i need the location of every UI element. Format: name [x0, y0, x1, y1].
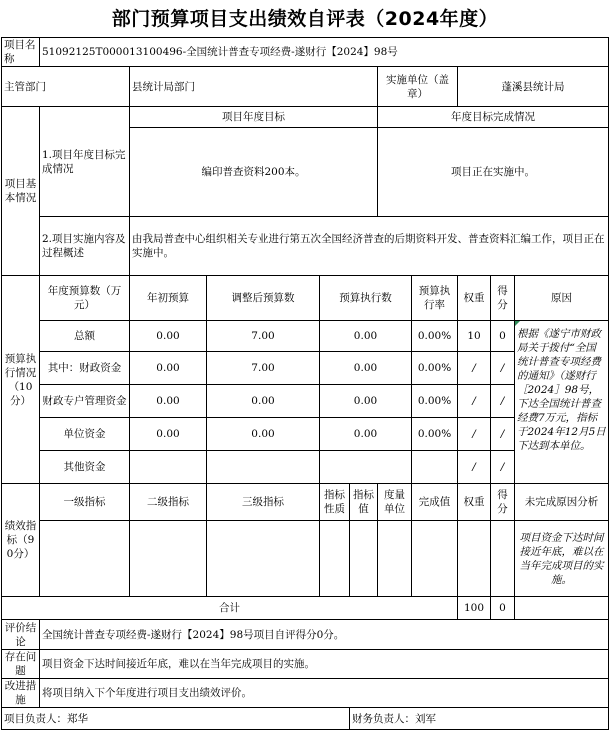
- perf-header-completion: 完成值: [412, 484, 458, 521]
- budget-row-label: 财政专户管理资金: [40, 385, 130, 418]
- implementation-content: 由我局普查中心组织相关专业进行第五次全国经济普查的后期资料开发、普查资料汇编工作，项目正在实施中。: [130, 217, 609, 276]
- budget-adjusted-value: 7.00: [207, 321, 320, 352]
- total-score: 0: [491, 597, 515, 620]
- budget-header-executed: 预算执行数: [320, 276, 412, 321]
- performance-header-row: [2, 484, 609, 521]
- budget-executed-value: 0.00: [320, 321, 412, 352]
- budget-weight-value: /: [458, 385, 491, 418]
- perf-header-unit: 度量单位: [378, 484, 412, 521]
- budget-header-initial: 年初预算: [130, 276, 207, 321]
- footer-row: [2, 708, 609, 730]
- perf-cell-empty: [412, 521, 458, 597]
- total-row: [2, 597, 609, 620]
- improvement-label: 改进措施: [2, 679, 40, 708]
- budget-initial-value: [130, 451, 207, 484]
- budget-score-value: /: [491, 418, 515, 451]
- evaluation-table: [1, 37, 609, 730]
- project-name-label: 项目名称: [2, 38, 40, 67]
- budget-rate-value: [412, 451, 458, 484]
- conclusion-value: 全国统计普查专项经费-遂财行【2024】98号项目自评得分0分。: [40, 620, 609, 650]
- implementation-label: 2.项目实施内容及过程概述: [40, 217, 130, 276]
- budget-initial-value: 0.00: [130, 321, 207, 352]
- perf-cell-empty: [320, 521, 350, 597]
- finance-leader: 财务负责人：刘军: [350, 708, 609, 730]
- perf-header-level3: 三级指标: [207, 484, 320, 521]
- budget-header-score: 得分: [491, 276, 515, 321]
- budget-score-value: /: [491, 352, 515, 385]
- budget-score-value: 0: [491, 321, 515, 352]
- perf-header-level2: 二级指标: [130, 484, 207, 521]
- perf-cell-empty: [350, 521, 378, 597]
- budget-rate-value: 0.00%: [412, 385, 458, 418]
- budget-adjusted-value: 0.00: [207, 418, 320, 451]
- budget-row-label: 单位资金: [40, 418, 130, 451]
- perf-header-level1: 一级指标: [40, 484, 130, 521]
- annual-target-value: 编印普查资料200本。: [130, 128, 378, 217]
- budget-executed-value: 0.00: [320, 418, 412, 451]
- budget-executed-value: [320, 451, 412, 484]
- implementing-unit-value: 蓬溪县统计局: [458, 67, 609, 107]
- improvement-row: [2, 679, 609, 708]
- budget-rate-value: 0.00%: [412, 352, 458, 385]
- department-value: 县统计局部门: [130, 67, 378, 107]
- budget-weight-value: /: [458, 352, 491, 385]
- annual-target-header: 项目年度目标: [130, 107, 378, 128]
- budget-header-adjusted: 调整后预算数: [207, 276, 320, 321]
- project-leader: 项目负责人：郑华: [2, 708, 350, 730]
- total-label: 合计: [2, 597, 458, 620]
- project-name-row: [2, 38, 609, 67]
- budget-row-label: 总额: [40, 321, 130, 352]
- budget-weight-value: /: [458, 418, 491, 451]
- budget-weight-value: /: [458, 451, 491, 484]
- perf-cell-empty: [378, 521, 412, 597]
- perf-cell-empty: [207, 521, 320, 597]
- budget-row-label: 其他资金: [40, 451, 130, 484]
- target-completion-value: 项目正在实施中。: [378, 128, 609, 217]
- conclusion-row: [2, 620, 609, 650]
- perf-header-value: 指标值: [350, 484, 378, 521]
- budget-adjusted-value: [207, 451, 320, 484]
- total-weight: 100: [458, 597, 491, 620]
- basic-content-row: [2, 217, 609, 276]
- basic-section-label: 项目基本情况: [2, 107, 40, 276]
- perf-cell-empty: [491, 521, 515, 597]
- budget-weight-value: 10: [458, 321, 491, 352]
- department-row: [2, 67, 609, 107]
- budget-row-total: [2, 321, 609, 352]
- perf-header-score: 得分: [491, 484, 515, 521]
- budget-adjusted-value: 7.00: [207, 352, 320, 385]
- target-completion-header: 年度目标完成情况: [378, 107, 609, 128]
- budget-initial-value: 0.00: [130, 385, 207, 418]
- total-empty-cell: [515, 597, 609, 620]
- improvement-value: 将项目纳入下个年度进行项目支出绩效评价。: [40, 679, 609, 708]
- basic-header-row: [2, 107, 609, 128]
- budget-adjusted-value: 0.00: [207, 385, 320, 418]
- conclusion-label: 评价结论: [2, 620, 40, 650]
- perf-cell-empty: [458, 521, 491, 597]
- performance-section-label: 绩效指标（90分）: [2, 484, 40, 597]
- budget-reason-note: 根据《遂宁市财政局关于拨付“全国统计普查专项经费的通知》（遂财行［2024］98号，下达全国统计普查经费7万元，指标于2024年12月5日下达到本单位。: [515, 321, 609, 484]
- budget-score-value: /: [491, 385, 515, 418]
- issues-value: 项目资金下达时间接近年底，难以在当年完成项目的实施。: [40, 650, 609, 679]
- performance-reason-note: 项目资金下达时间接近年底，难以在当年完成项目的实施。: [515, 521, 609, 597]
- perf-header-nature: 指标性质: [320, 484, 350, 521]
- target-completion-label: 1.项目年度目标完成情况: [40, 107, 130, 217]
- budget-header-reason: 原因: [515, 276, 609, 321]
- budget-initial-value: 0.00: [130, 352, 207, 385]
- perf-header-reason: 未完成原因分析: [515, 484, 609, 521]
- budget-executed-value: 0.00: [320, 385, 412, 418]
- department-label: 主管部门: [2, 67, 130, 107]
- implementing-unit-label: 实施单位（盖章）: [378, 67, 458, 107]
- budget-rate-value: 0.00%: [412, 418, 458, 451]
- issues-row: [2, 650, 609, 679]
- project-name-value: 51092125T000013100496-全国统计普查专项经费-遂财行【2024】98号: [40, 38, 609, 67]
- issues-label: 存在问题: [2, 650, 40, 679]
- budget-header-row: [2, 276, 609, 321]
- performance-body-row: [2, 521, 609, 597]
- budget-header-weight: 权重: [458, 276, 491, 321]
- budget-rate-value: 0.00%: [412, 321, 458, 352]
- budget-header-annual: 年度预算数（万元）: [40, 276, 130, 321]
- page-title: 部门预算项目支出绩效自评表（2024年度）: [111, 8, 499, 30]
- perf-header-weight: 权重: [458, 484, 491, 521]
- budget-header-rate: 预算执行率: [412, 276, 458, 321]
- budget-score-value: /: [491, 451, 515, 484]
- perf-cell-empty: [130, 521, 207, 597]
- budget-initial-value: 0.00: [130, 418, 207, 451]
- perf-cell-empty: [40, 521, 130, 597]
- budget-executed-value: 0.00: [320, 352, 412, 385]
- budget-section-label: 预算执行情况（10分）: [2, 276, 40, 484]
- budget-row-label: 其中：财政资金: [40, 352, 130, 385]
